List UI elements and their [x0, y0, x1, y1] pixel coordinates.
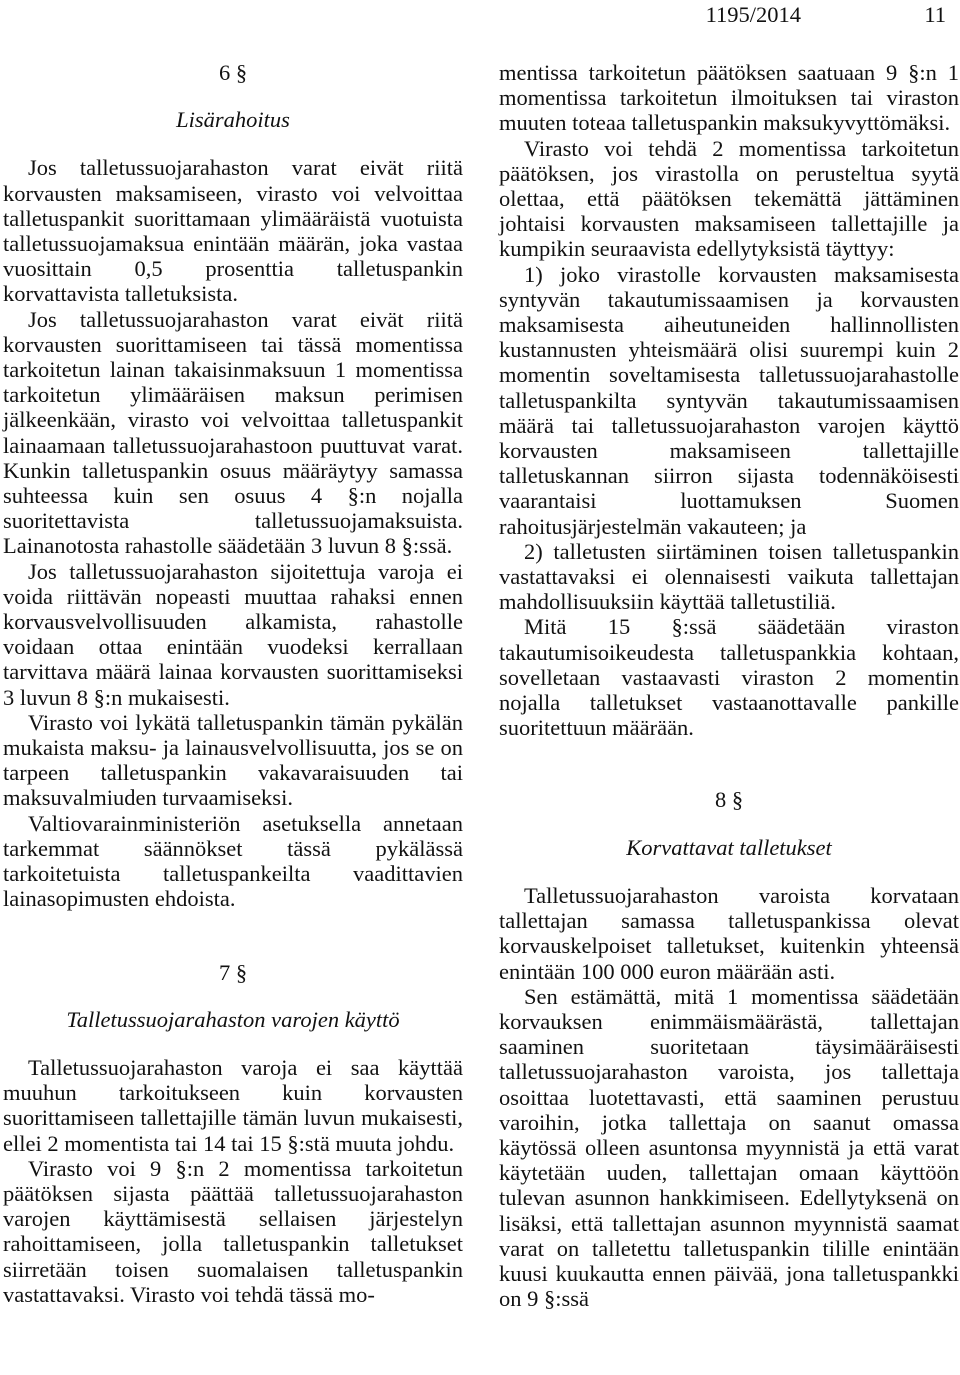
section-6-paragraph-1: Jos talletussuojarahaston varat eivät riitä korvausten maksamiseen, virasto voi velvoittaa talletuspankit suorittamaan ylimääräistä vuotuista talletussuojamaksua enintään määrän, joka vastaa vuosittain 0,5 prosenttia talletuspankin korvattavista talletuksista. — [3, 155, 463, 307]
section-6-number: 6 § — [218, 60, 248, 85]
right-column — [499, 60, 959, 1311]
section-6-paragraph-5: Valtiovarainministeriön asetuksella annetaan tarkemmat säännökset tässä pykälässä tarkoitetuista talletuspankeilta vaadittavien lainasopimusten ehdoista. — [3, 810, 463, 912]
page-header — [0, 0, 960, 34]
section-8-title: Korvattavat talletukset — [626, 834, 832, 860]
section-6-paragraph-4: Virasto voi lykätä talletuspankin tämän pykälän mukaista maksu- ja lainausvelvollisuutta, jos se on tarpeen talletuspankin vakavaraisuuden tai maksuvalmiuden turvaamiseksi. — [3, 709, 463, 811]
section-7-paragraph-1: Talletussuojarahaston varoja ei saa käyttää muuhun tarkoitukseen kuin korvausten suorittamiseen tallettajille tämän luvun mukaisesti, ellei 2 momentista tai 14 tai 15 §:stä muuta johdu. — [3, 1054, 463, 1156]
document-number: 1195/2014 — [705, 2, 801, 27]
section-8-paragraph-2: Sen estämättä, mitä 1 momentissa säädetään korvauksen enimmäismäärästä, tallettajan saaminen suoritetaan täysimääräisesti talletussuojarahaston varoista, jos tallettaja osoittaa luotettavasti, että saaminen perustuu varoihin, jotka tallettaja on saanut omassa käytössä olleen asuntonsa myynnistä ja että varat käytetään uuden, tallettajan omaan käyttöön tulevan asunnon hankkimiseen. Edellytyksenä on lisäksi, että tallettajan asunnon myynnistä saamat varat on talletettu talletuspankin tilille enintään kuusi kuukautta ennen päivää, jona talletuspankki on 9 §:ssä — [499, 983, 959, 1312]
section-7-paragraph-3: Virasto voi tehdä 2 momentissa tarkoitetun päätöksen, jos virastolla on perusteltua syytä olettaa, että päätöksen tekemättä jättäminen johtaisi korvausten maksamiseen tallettajille ja kumpikin seuraavista edellytyksistä täyttyy: — [499, 135, 959, 262]
page-number: 11 — [924, 2, 946, 27]
section-7-paragraph-2-continued: mentissa tarkoitetun päätöksen saatuaan 9 §:n 1 momentissa tarkoitetun ilmoituksen tai viraston muuten toteaa talletuspankin maksukyvyttömäksi. — [499, 60, 959, 136]
section-7-list-item-2: 2) talletusten siirtäminen toisen talletuspankin vastattavaksi ei olennaisesti vaikuta tallettajan mahdollisuuksiin käyttää talletustiliä. — [499, 538, 959, 615]
section-6-paragraph-2: Jos talletussuojarahaston varat eivät riitä korvausten suorittamiseen tai tässä momentissa tarkoitetun lainan takaisinmaksuun 1 momentissa tarkoitetun ylimääräisen maksun perimisen jälkeenkään, virasto voi velvoittaa talletuspankit lainaamaan talletussuojarahastoon puuttuvat varat. Kunkin talletuspankin osuus määräytyy samassa suhteessa kuin sen osuus 4 §:n nojalla suoritettavista talletussuojamaksuista. Lainanotosta rahastolle säädetään 3 luvun 8 §:ssä. — [3, 306, 463, 559]
section-7-paragraph-4: Mitä 15 §:ssä säädetään viraston takautumisoikeudesta talletuspankkia kohtaan, sovelletaan vastaavasti viraston 2 momentin nojalla talletukset vastaanottavalle pankille suoritettuun määrään. — [499, 614, 959, 741]
section-7-paragraph-2: Virasto voi 9 §:n 2 momentissa tarkoitetun päätöksen sijasta päättää talletussuojarahaston varojen käyttämisestä sellaisen järjestelyn rahoittamiseen, jolla talletuspankin talletukset siirretään toisen suomalaisen talletuspankin vastattavaksi. Virasto voi tehdä tässä mo- — [3, 1155, 463, 1307]
section-8-number: 8 § — [714, 787, 744, 813]
section-7-number: 7 § — [218, 959, 248, 985]
section-8-paragraph-1: Talletussuojarahaston varoista korvataan tallettajan samassa talletuspankissa olevat korvauskelpoiset talletukset, kuitenkin yhteensä enintään 100 000 euron määrään asti. — [499, 882, 959, 984]
section-7-title: Talletussuojarahaston varojen käyttö — [66, 1006, 400, 1032]
section-6-paragraph-3: Jos talletussuojarahaston sijoitettuja varoja ei voida riittävän nopeasti muuttaa rahaksi ennen korvausvelvollisuuden alkamista, rahastolle voidaan ottaa enintään vuodeksi kerrallaan tarvittava määrä lainaa korvausten suorittamiseksi 3 luvun 8 §:n mukaisesti. — [3, 558, 463, 710]
section-7-list-item-1: 1) joko virastolle korvausten maksamisesta syntyvän takautumissaamisen ja korvausten maksamisesta aiheutuneiden hallinnollisten kustannusten yhteismäärä olisi suurempi kuin 2 momentin soveltamisesta talletussuojarahastolle talletuspankilta syntyvän takautumissaamisen määrä tai talletussuojarahaston varojen käyttö korvausten maksamiseen tallettajille talletuskannan siirron sijasta todennäköisesti vaarantaisi luottamuksen Suomen rahoitusjärjestelmän vakauteen; ja — [499, 261, 959, 539]
left-column — [3, 58, 463, 1307]
section-6-title: Lisärahoitus — [176, 107, 290, 133]
